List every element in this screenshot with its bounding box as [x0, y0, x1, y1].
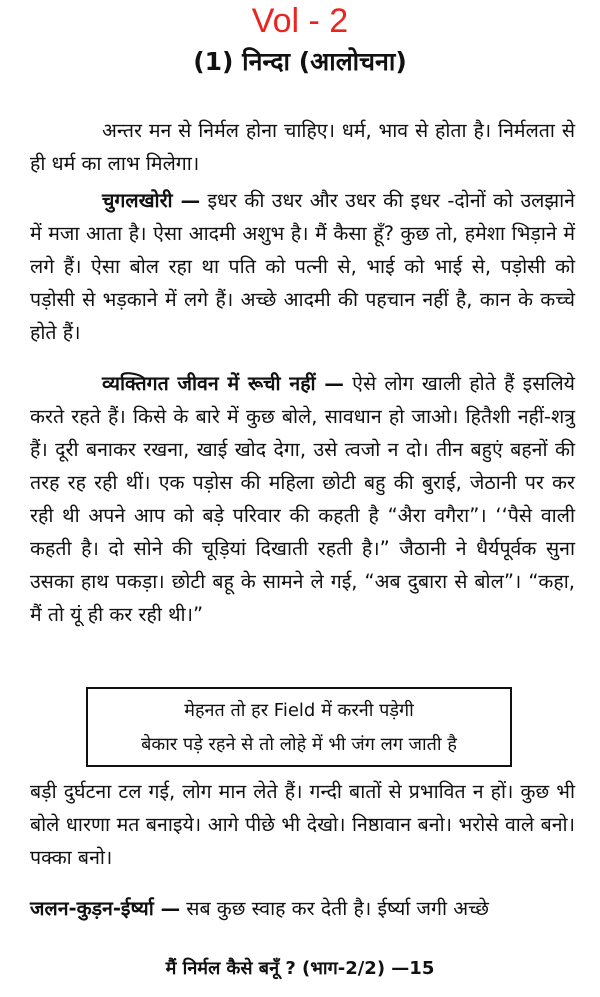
paragraph-chugalkhori	[30, 184, 575, 349]
page-footer: मैं निर्मल कैसे बनूँ ? (भाग-2/2) —15	[165, 958, 435, 979]
quote-line: बेकार पड़े रहने से तो लोहे में भी जंग लग जाती है	[141, 734, 457, 755]
paragraph-heading: जलन-कुड़न-ईर्ष्या —	[30, 897, 181, 920]
paragraph-heading: चुगलखोरी —	[102, 189, 201, 212]
paragraph-personal-life	[30, 367, 575, 631]
quote-line: मेहनत तो हर Field में करनी पड़ेगी	[184, 700, 414, 721]
paragraph-intro: अन्तर मन से निर्मल होना चाहिए। धर्म, भाव से होता है। निर्मलता से ही धर्म का लाभ मिलेगा।	[30, 119, 575, 175]
paragraph-text: इधर की उधर और उधर की इधर -दोनों को उलझाने में मजा आता है। ऐसा आदमी अशुभ है। मैं कैसा हूँ? कुछ तो, हमेशा भिड़ाने में लगे हैं। ऐसा बोल रहा था पति को पत्नी से, भाई को भाई से, पड़ोसी को पड़ोसी से भड़काने में लगे हैं। अच्छे आदमी की पहचान नहीं है, कान के कच्चे होते हैं।	[30, 189, 576, 344]
paragraph-text: ऐसे लोग खाली होते हैं इसलिये करते रहते हैं। किसे के बारे में कुछ बोले, सावधान हो जाओ। हितैशी नहीं-शत्रु हैं। दूरी बनाकर रखना, खाई खोद देगा, उसे त्वजो न दो। तीन बहुएं बहनों की तरह रह रही थीं। एक पड़ोस की महिला छोटी बहु की बुराई, जेठानी पर कर रही थी अपने आप को बड़े परिवार की कहती है “अैरा वगैरा”। ‘‘पैसे वाली कहती है। दो सोने की चूड़ियां दिखाती रहती है।” जैठानी ने धैर्यपूर्वक सुना उसका हाथ पकड़ा। छोटी बहू के सामने ले गई, “अब दुबारा से बोल”। “कहा, मैं तो यूं ही कर रही थी।”	[30, 372, 575, 626]
paragraph-heading: व्यक्तिगत जीवन में रूची नहीं —	[102, 372, 344, 395]
quote-box	[86, 687, 512, 767]
volume-label: Vol - 2	[251, 2, 349, 40]
paragraph-jealousy	[30, 892, 575, 925]
paragraph-conclusion: बड़ी दुर्घटना टल गई, लोग मान लेते हैं। गन्दी बातों से प्रभावित न हों। कुछ भी बोले धारणा मत बनाइये। आगे पीछे भी देखो। निष्ठावान बनो। भरोसे वाले बनो। पक्का बनो।	[30, 780, 575, 869]
paragraph-text: सब कुछ स्वाह कर देती है। ईर्ष्या जगी अच्छे	[180, 897, 489, 920]
chapter-title: (1) निन्दा (आलोचना)	[193, 47, 407, 76]
